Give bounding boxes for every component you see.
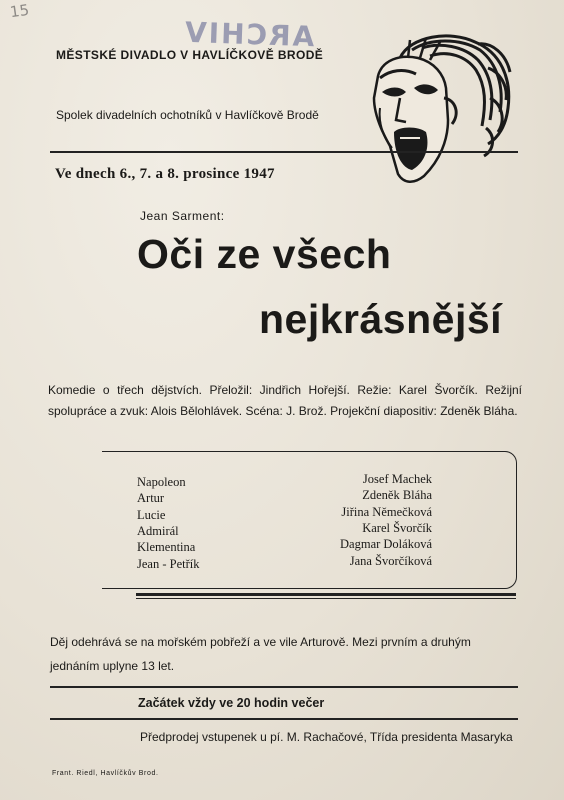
divider-cast-thick xyxy=(136,593,516,596)
play-title-line1: Oči ze všech xyxy=(137,231,392,277)
archive-stamp: ARCHIV xyxy=(182,15,315,54)
cast-role: Admirál xyxy=(137,524,179,538)
author: Jean Sarment: xyxy=(140,209,225,223)
divider-top xyxy=(50,151,518,153)
pencil-mark: 15 xyxy=(8,0,31,22)
cast-role: Napoleon xyxy=(137,475,186,489)
cast-actor: Josef Machek xyxy=(362,472,432,486)
cast-actor: Jiřina Němečková xyxy=(341,505,432,519)
cast-role: Jean - Petřík xyxy=(137,557,200,571)
cast-actor: Karel Švorčík xyxy=(362,521,432,535)
cast-actor: Dagmar Doláková xyxy=(340,537,432,551)
cast-role: Lucie xyxy=(137,508,166,522)
ticket-presale: Předprodej vstupenek u pí. M. Rachačové, Třída presidenta Masaryka xyxy=(140,730,513,744)
society-name: Spolek divadelních ochotníků v Havlíčkově Brodě xyxy=(56,108,319,122)
cast-actor: Zdeněk Bláha xyxy=(362,488,432,502)
printer-imprint: Frant. Riedl, Havlíčkův Brod. xyxy=(52,770,159,777)
cast-role: Artur xyxy=(137,491,165,505)
theatre-name: MĚSTSKÉ DIVADLO V HAVLÍČKOVĚ BRODĚ xyxy=(56,48,324,62)
play-title-line2: nejkrásnější xyxy=(259,296,503,342)
performance-dates: Ve dnech 6., 7. a 8. prosince 1947 xyxy=(55,166,275,182)
story-note: Děj odehrává se na mořském pobřeží a ve vile Arturově. Mezi prvním a druhým jednáním uplyne 13 let. xyxy=(50,635,471,673)
production-credits: Komedie o třech dějstvích. Přeložil: Jindřich Hořejší. Režie: Karel Švorčík. Režijní spolupráce a zvuk: Alois Bělohlávek. Scéna: J. Brož. Projekční diapositiv: Zdeněk Bláha. xyxy=(48,383,522,418)
divider-start-bottom xyxy=(50,718,518,720)
start-time: Začátek vždy ve 20 hodin večer xyxy=(138,696,325,710)
cast-role: Klementina xyxy=(137,540,196,554)
divider-start-top xyxy=(50,686,518,688)
screaming-face-icon xyxy=(360,28,515,188)
divider-cast-thin xyxy=(136,598,516,599)
cast-actor: Jana Švorčíková xyxy=(349,554,432,568)
